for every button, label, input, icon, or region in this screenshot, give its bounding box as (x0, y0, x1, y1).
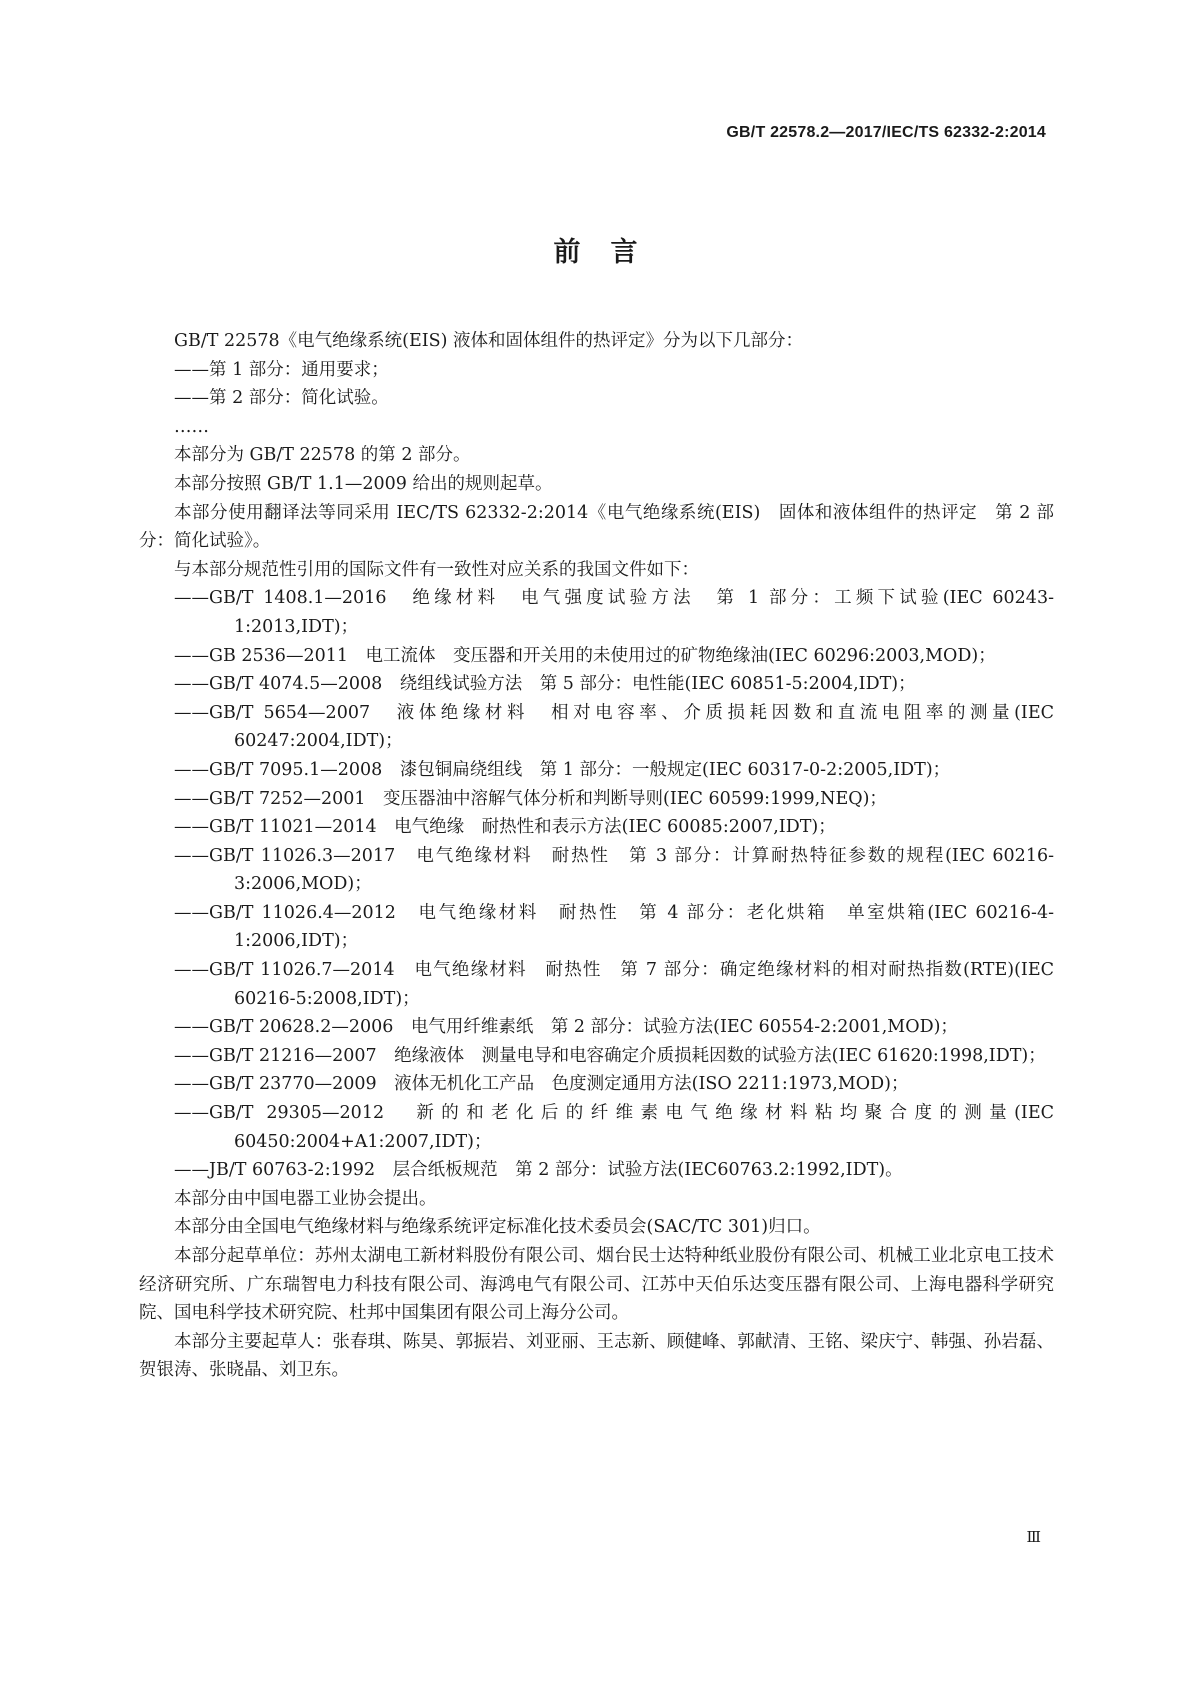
part-list-item: ——第 2 部分：简化试验。 (174, 388, 389, 409)
ellipsis: …… (174, 416, 209, 437)
paragraph-drafting-units: 本部分起草单位：苏州太湖电工新材料股份有限公司、烟台民士达特种纸业股份有限公司、机械工业北京电工技术经济研究所、广东瑞智电力科技有限公司、海鸿电气有限公司、江苏中天伯乐达变压器有限公司、上海电器科学研究院、国电科学技术研究院、杜邦中国集团有限公司上海分公司。 (139, 1246, 1054, 1324)
reference-item: ——GB/T 11026.3—2017 电气绝缘材料 耐热性 第 3 部分：计算耐热特征参数的规程(IEC 60216-3:2006,MOD)； (174, 845, 1054, 895)
reference-item: ——GB/T 11026.7—2014 电气绝缘材料 耐热性 第 7 部分：确定绝缘材料的相对耐热指数(RTE)(IEC 60216-5:2008,IDT)； (174, 960, 1054, 1009)
reference-item: ——GB/T 23770—2009 液体无机化工产品 色度测定通用方法(ISO 2211:1973,MOD)； (174, 1074, 909, 1095)
page-title: 前言 (553, 237, 668, 268)
paragraph-intro: GB/T 22578《电气绝缘系统(EIS) 液体和固体组件的热评定》分为以下几部分： (174, 331, 804, 351)
reference-item: ——GB/T 11026.4—2012 电气绝缘材料 耐热性 第 4 部分：老化烘箱 单室烘箱(IEC 60216-4-1:2006,IDT)； (174, 902, 1054, 952)
foreword-body (139, 327, 1054, 1385)
reference-item: ——GB/T 5654—2007 液体绝缘材料 相对电容率、介质损耗因数和直流电阻率的测量(IEC 60247:2004,IDT)； (174, 702, 1054, 752)
page-number: Ⅲ (1026, 1528, 1041, 1546)
reference-item: ——JB/T 60763-2:1992 层合纸板规范 第 2 部分：试验方法(IEC60763.2:1992,IDT)。 (174, 1160, 903, 1181)
reference-item: ——GB/T 21216—2007 绝缘液体 测量电导和电容确定介质损耗因数的试验方法(IEC 61620:1998,IDT)； (174, 1045, 1046, 1066)
paragraph-adoption: 本部分使用翻译法等同采用 IEC/TS 62332-2:2014《电气绝缘系统(EIS) 固体和液体组件的热评定 第 2 部分：简化试验》。 (139, 502, 1054, 552)
paragraph-committee: 本部分由全国电气绝缘材料与绝缘系统评定标准化技术委员会(SAC/TC 301)归口。 (174, 1217, 821, 1238)
reference-item: ——GB/T 1408.1—2016 绝缘材料 电气强度试验方法 第 1 部分：工频下试验(IEC 60243-1:2013,IDT)； (174, 588, 1054, 637)
reference-item: ——GB/T 20628.2—2006 电气用纤维素纸 第 2 部分：试验方法(IEC 60554-2:2001,MOD)； (174, 1017, 958, 1038)
reference-item: ——GB/T 7252—2001 变压器油中溶解气体分析和判断导则(IEC 60599:1999,NEQ)； (174, 788, 887, 809)
paragraph-drafting-rules: 本部分按照 GB/T 1.1—2009 给出的规则起草。 (174, 473, 553, 494)
reference-item: ——GB 2536—2011 电工流体 变压器和开关用的未使用过的矿物绝缘油(IEC 60296:2003,MOD)； (174, 645, 996, 666)
reference-item: ——GB/T 11021—2014 电气绝缘 耐热性和表示方法(IEC 60085:2007,IDT)； (174, 817, 836, 838)
reference-item: ——GB/T 4074.5—2008 绕组线试验方法 第 5 部分：电性能(IEC 60851-5:2004,IDT)； (174, 674, 916, 695)
part-list-item: ——第 1 部分：通用要求； (174, 359, 389, 380)
paragraph-references-intro: 与本部分规范性引用的国际文件有一致性对应关系的我国文件如下： (174, 559, 699, 580)
reference-item: ——GB/T 29305—2012 新的和老化后的纤维素电气绝缘材料粘均聚合度的测量(IEC 60450:2004+A1:2007,IDT)； (174, 1103, 1054, 1152)
reference-item: ——GB/T 7095.1—2008 漆包铜扁绕组线 第 1 部分：一般规定(IEC 60317-0-2:2005,IDT)； (174, 759, 951, 780)
paragraph-part-statement: 本部分为 GB/T 22578 的第 2 部分。 (174, 445, 471, 466)
paragraph-drafters: 本部分主要起草人：张春琪、陈昊、郭振岩、刘亚丽、王志新、顾健峰、郭献清、王铭、梁庆宁、韩强、孙岩磊、贺银涛、张晓晶、刘卫东。 (139, 1331, 1054, 1381)
standard-number: GB/T 22578.2—2017/IEC/TS 62332-2:2014 (726, 124, 1046, 141)
paragraph-proposer: 本部分由中国电器工业协会提出。 (174, 1188, 437, 1209)
